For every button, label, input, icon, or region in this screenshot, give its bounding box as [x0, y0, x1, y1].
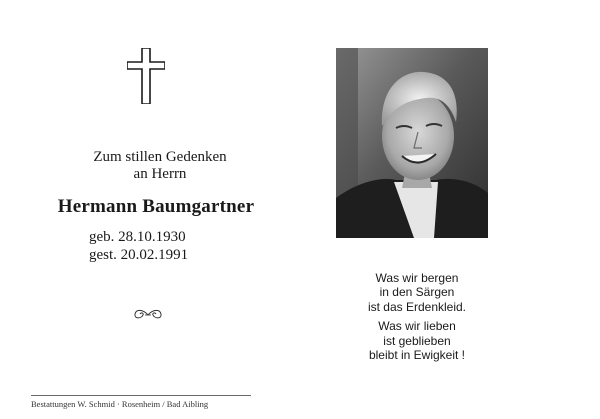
verse-line: bleibt in Ewigkeit ! — [368, 348, 466, 363]
birth-date: geb. 28.10.1930 — [89, 229, 186, 245]
death-date: gest. 20.02.1991 — [89, 247, 189, 263]
ornament-icon — [133, 309, 163, 321]
verse-line: Was wir bergen — [375, 271, 459, 285]
portrait-photo — [336, 48, 488, 238]
intro-line: an Herrn — [133, 166, 187, 182]
verse-line: Was wir lieben — [378, 319, 456, 334]
intro-line: Zum stillen Gedenken — [93, 149, 227, 165]
funeral-home-credit: Bestattungen W. Schmid · Rosenheim / Bad Aibling — [31, 399, 209, 409]
life-dates — [89, 228, 188, 264]
memorial-verse — [352, 271, 482, 362]
cross-icon — [127, 48, 165, 104]
intro-text — [30, 149, 290, 183]
verse-line: ist das Erdenkleid. — [367, 299, 467, 314]
verse-line: in den Särgen — [379, 285, 455, 300]
verse-line: ist geblieben — [383, 333, 451, 348]
deceased-name: Hermann Baumgartner — [57, 196, 255, 217]
footer-divider — [31, 395, 251, 396]
